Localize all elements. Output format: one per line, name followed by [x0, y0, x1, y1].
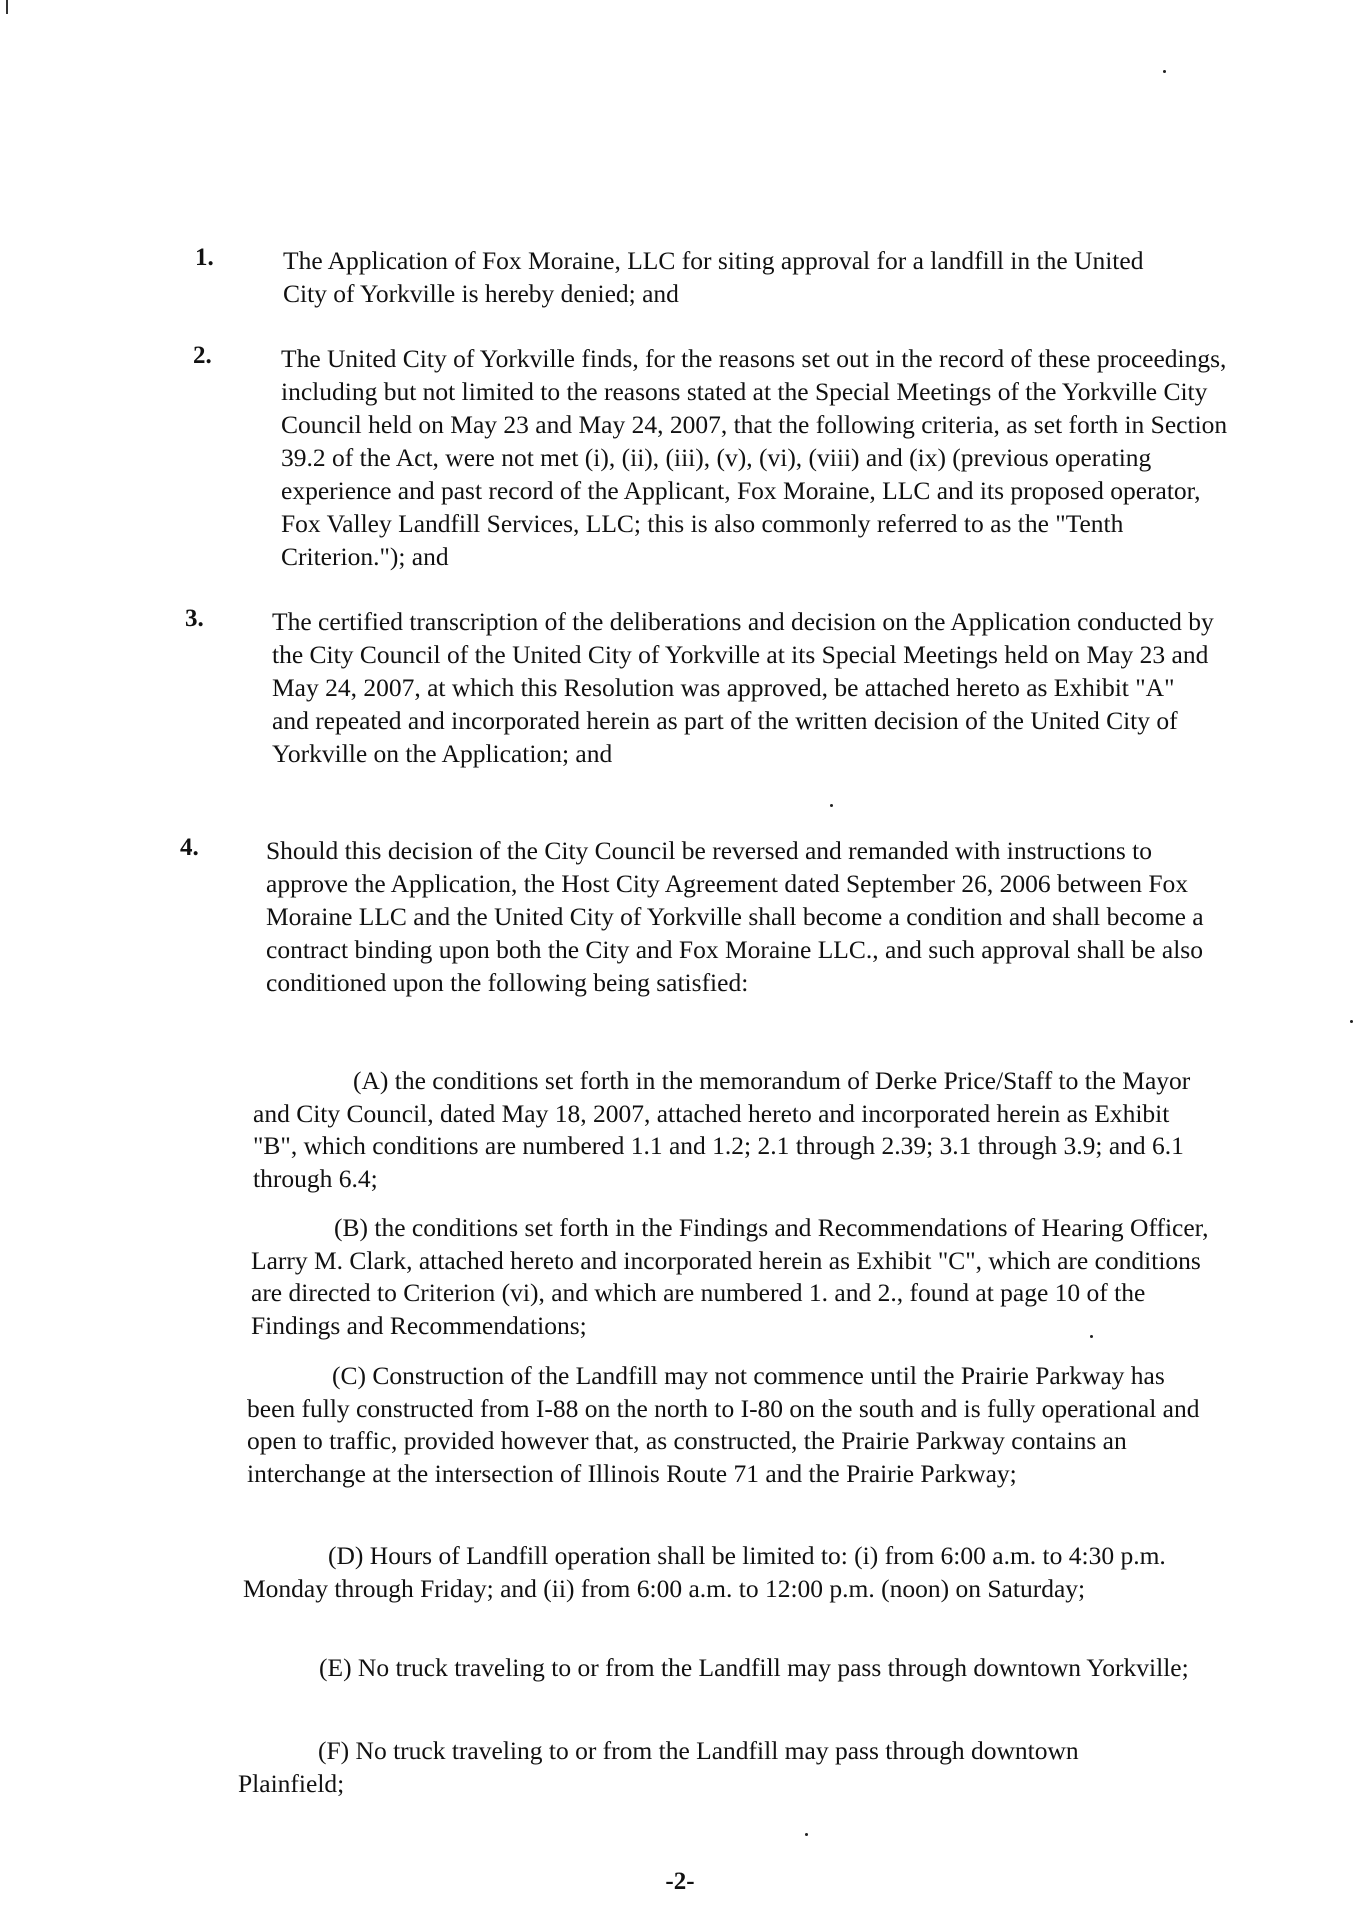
- condition-c: (C) Construction of the Landfill may not commence until the Prairie Parkway has been fully constructed from I-88 on the north to I-80 on the south and is fully operational and open to traffic, provided however that, as constructed, the Prairie Parkway contains an interchange at the intersection of Illinois Route 71 and the Prairie Parkway;: [247, 1361, 1200, 1488]
- condition-d: (D) Hours of Landfill operation shall be limited to: (i) from 6:00 a.m. to 4:30 p.m. Monday through Friday; and (ii) from 6:00 a.m. to 12:00 p.m. (noon) on Saturday;: [243, 1541, 1166, 1603]
- item-text-4: Should this decision of the City Council be reversed and remanded with instructions to approve the Application, the Host City Agreement dated September 26, 2006 between Fox Moraine LLC and the United City of Yorkville shall become a condition and shall become a contract binding upon both the City and Fox Moraine LLC., and such approval shall be also conditioned upon the following being satisfied:: [266, 836, 1204, 997]
- item-number-1: 1.: [195, 244, 214, 271]
- scan-speck: [805, 1833, 808, 1836]
- item-number-3: 3.: [185, 605, 204, 632]
- item-number-2: 2.: [193, 342, 212, 369]
- scan-speck: [1090, 1335, 1093, 1338]
- item-text-3: The certified transcription of the deliberations and decision on the Application conducted by the City Council of the United City of Yorkville at its Special Meetings held on May 23 and May 24, 2007, at which this Resolution was approved, be attached hereto as Exhibit "A" and repeated and incorporated herein as part of the written decision of the United City of Yorkville on the Application; and: [272, 607, 1214, 768]
- item-number-4: 4.: [180, 834, 199, 861]
- condition-f: (F) No truck traveling to or from the Landfill may pass through downtown Plainfield;: [238, 1736, 1079, 1798]
- condition-a: (A) the conditions set forth in the memorandum of Derke Price/Staff to the Mayor and City Council, dated May 18, 2007, attached hereto and incorporated herein as Exhibit "B", which conditions are numbered 1.1 and 1.2; 2.1 through 2.39; 3.1 through 3.9; and 6.1 through 6.4;: [253, 1066, 1191, 1193]
- condition-b: (B) the conditions set forth in the Findings and Recommendations of Hearing Officer, Larry M. Clark, attached hereto and incorporated herein as Exhibit "C", which are conditions are directed to Criterion (vi), and which are numbered 1. and 2., found at page 10 of the Findings and Recommendations;: [251, 1213, 1209, 1340]
- scan-speck: [1163, 70, 1166, 73]
- scan-speck: [830, 804, 833, 807]
- condition-e: (E) No truck traveling to or from the Landfill may pass through downtown Yorkville;: [319, 1653, 1189, 1682]
- page-number: -2-: [665, 1868, 695, 1895]
- scan-mark: [6, 0, 8, 14]
- item-text-2: The United City of Yorkville finds, for the reasons set out in the record of these proceedings, including but not limited to the reasons stated at the Special Meetings of the Yorkville City Council held on May 23 and May 24, 2007, that the following criteria, as set forth in Section 39.2 of the Act, were not met (i), (ii), (iii), (v), (vi), (viii) and (ix) (previous operating experience and past record of the Applicant, Fox Moraine, LLC and its proposed operator, Fox Valley Landfill Services, LLC; this is also commonly referred to as the "Tenth Criterion."); and: [281, 344, 1228, 571]
- item-text-1: The Application of Fox Moraine, LLC for siting approval for a landfill in the United City of Yorkville is hereby denied; and: [283, 246, 1144, 308]
- scan-speck: [1350, 1020, 1353, 1023]
